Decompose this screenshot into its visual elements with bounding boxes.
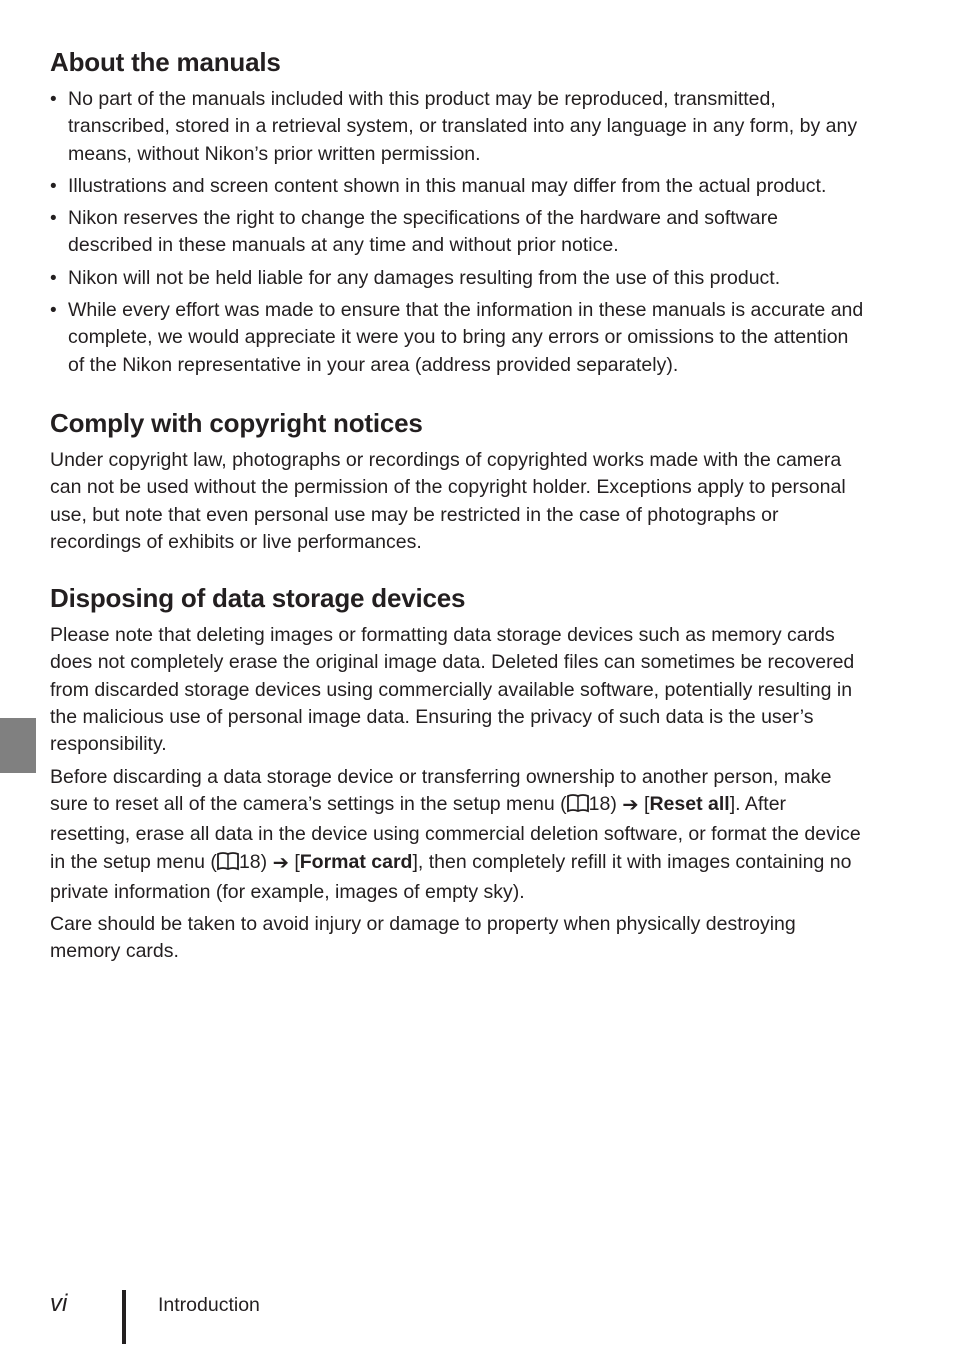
heading-copyright: Comply with copyright notices bbox=[50, 407, 423, 438]
book-reference-icon bbox=[567, 793, 589, 821]
bullet-text: Nikon will not be held liable for any damages resulting from the use of this product. bbox=[68, 266, 781, 289]
bullet-icon: • bbox=[50, 208, 57, 230]
arrow-right-icon: ➔ bbox=[622, 793, 639, 816]
footer-divider bbox=[122, 1290, 126, 1344]
arrow-right-icon: ➔ bbox=[272, 851, 289, 874]
list-item bbox=[50, 173, 865, 200]
manuals-bullet-list bbox=[50, 86, 865, 379]
bullet-text: Nikon reserves the right to change the specifications of the hardware and software described in these manuals at any time and without prior notice. bbox=[68, 207, 778, 257]
list-item bbox=[50, 297, 865, 379]
list-item bbox=[50, 86, 865, 168]
text-run: [ bbox=[638, 792, 650, 815]
menu-item-format-card: Format card bbox=[299, 850, 413, 873]
bullet-text: While every effort was made to ensure that the information in these manuals is accurate and complete, we would appreciate it were you to bring any errors or omissions to the attention of the Nikon representative in your area (address provided separately). bbox=[68, 299, 864, 376]
bullet-icon: • bbox=[50, 300, 57, 322]
text-run: ], then completely refill it with images containing no private information (for example, images of empty sky). bbox=[50, 850, 852, 903]
text-run: [ bbox=[288, 850, 300, 873]
bullet-icon: • bbox=[50, 267, 57, 289]
text-run: ) bbox=[610, 792, 623, 815]
disposing-paragraph-3: Care should be taken to avoid injury or damage to property when physically destroying memory cards. bbox=[50, 913, 796, 963]
page-number: vi bbox=[50, 1290, 68, 1317]
heading-about-manuals: About the manuals bbox=[50, 47, 281, 77]
disposing-paragraph-2 bbox=[50, 764, 865, 906]
bullet-icon: • bbox=[50, 175, 57, 197]
bullet-icon: • bbox=[50, 89, 57, 110]
chapter-side-tab bbox=[0, 718, 36, 773]
page-ref-link[interactable]: 18 bbox=[238, 850, 261, 873]
list-item bbox=[50, 265, 865, 292]
bullet-text: No part of the manuals included with this product may be reproduced, transmitted, transcribed, stored in a retrieval system, or translated into any language in any form, by any means, without Nikon’s prior written permission. bbox=[68, 88, 858, 165]
page-content bbox=[50, 46, 865, 971]
disposing-paragraph-1: Please note that deleting images or formatting data storage devices such as memory cards does not completely erase the original image data. Deleted files can sometimes be recovered from discarded storage devices using commercially available software, potentially resulting in the malicious use of personal image data. Ensuring the privacy of such data is the user’s responsibility. bbox=[50, 624, 855, 756]
text-run: Before discarding a data storage device or transferring ownership to another person, make sure to reset all of the camera’s settings in the setup menu ( bbox=[50, 765, 832, 815]
copyright-paragraph: Under copyright law, photographs or recordings of copyrighted works made with the camera can not be used without the permission of the copyright holder. Exceptions apply to personal use, but note that even personal use may be restricted in the case of photographs or recordings of exhibits or live performances. bbox=[50, 448, 846, 553]
book-reference-icon bbox=[217, 851, 239, 879]
list-item bbox=[50, 205, 865, 260]
heading-disposing: Disposing of data storage devices bbox=[50, 583, 466, 614]
menu-item-reset-all: Reset all bbox=[649, 792, 730, 815]
text-run: ]. After resetting, erase all data in the device using commercial deletion software, or format the device in the setup menu ( bbox=[50, 792, 861, 873]
footer-section-name: Introduction bbox=[158, 1294, 260, 1316]
text-run: ) bbox=[260, 850, 273, 873]
page-ref-link[interactable]: 18 bbox=[588, 792, 611, 815]
bullet-text: Illustrations and screen content shown in this manual may differ from the actual product. bbox=[68, 174, 827, 197]
